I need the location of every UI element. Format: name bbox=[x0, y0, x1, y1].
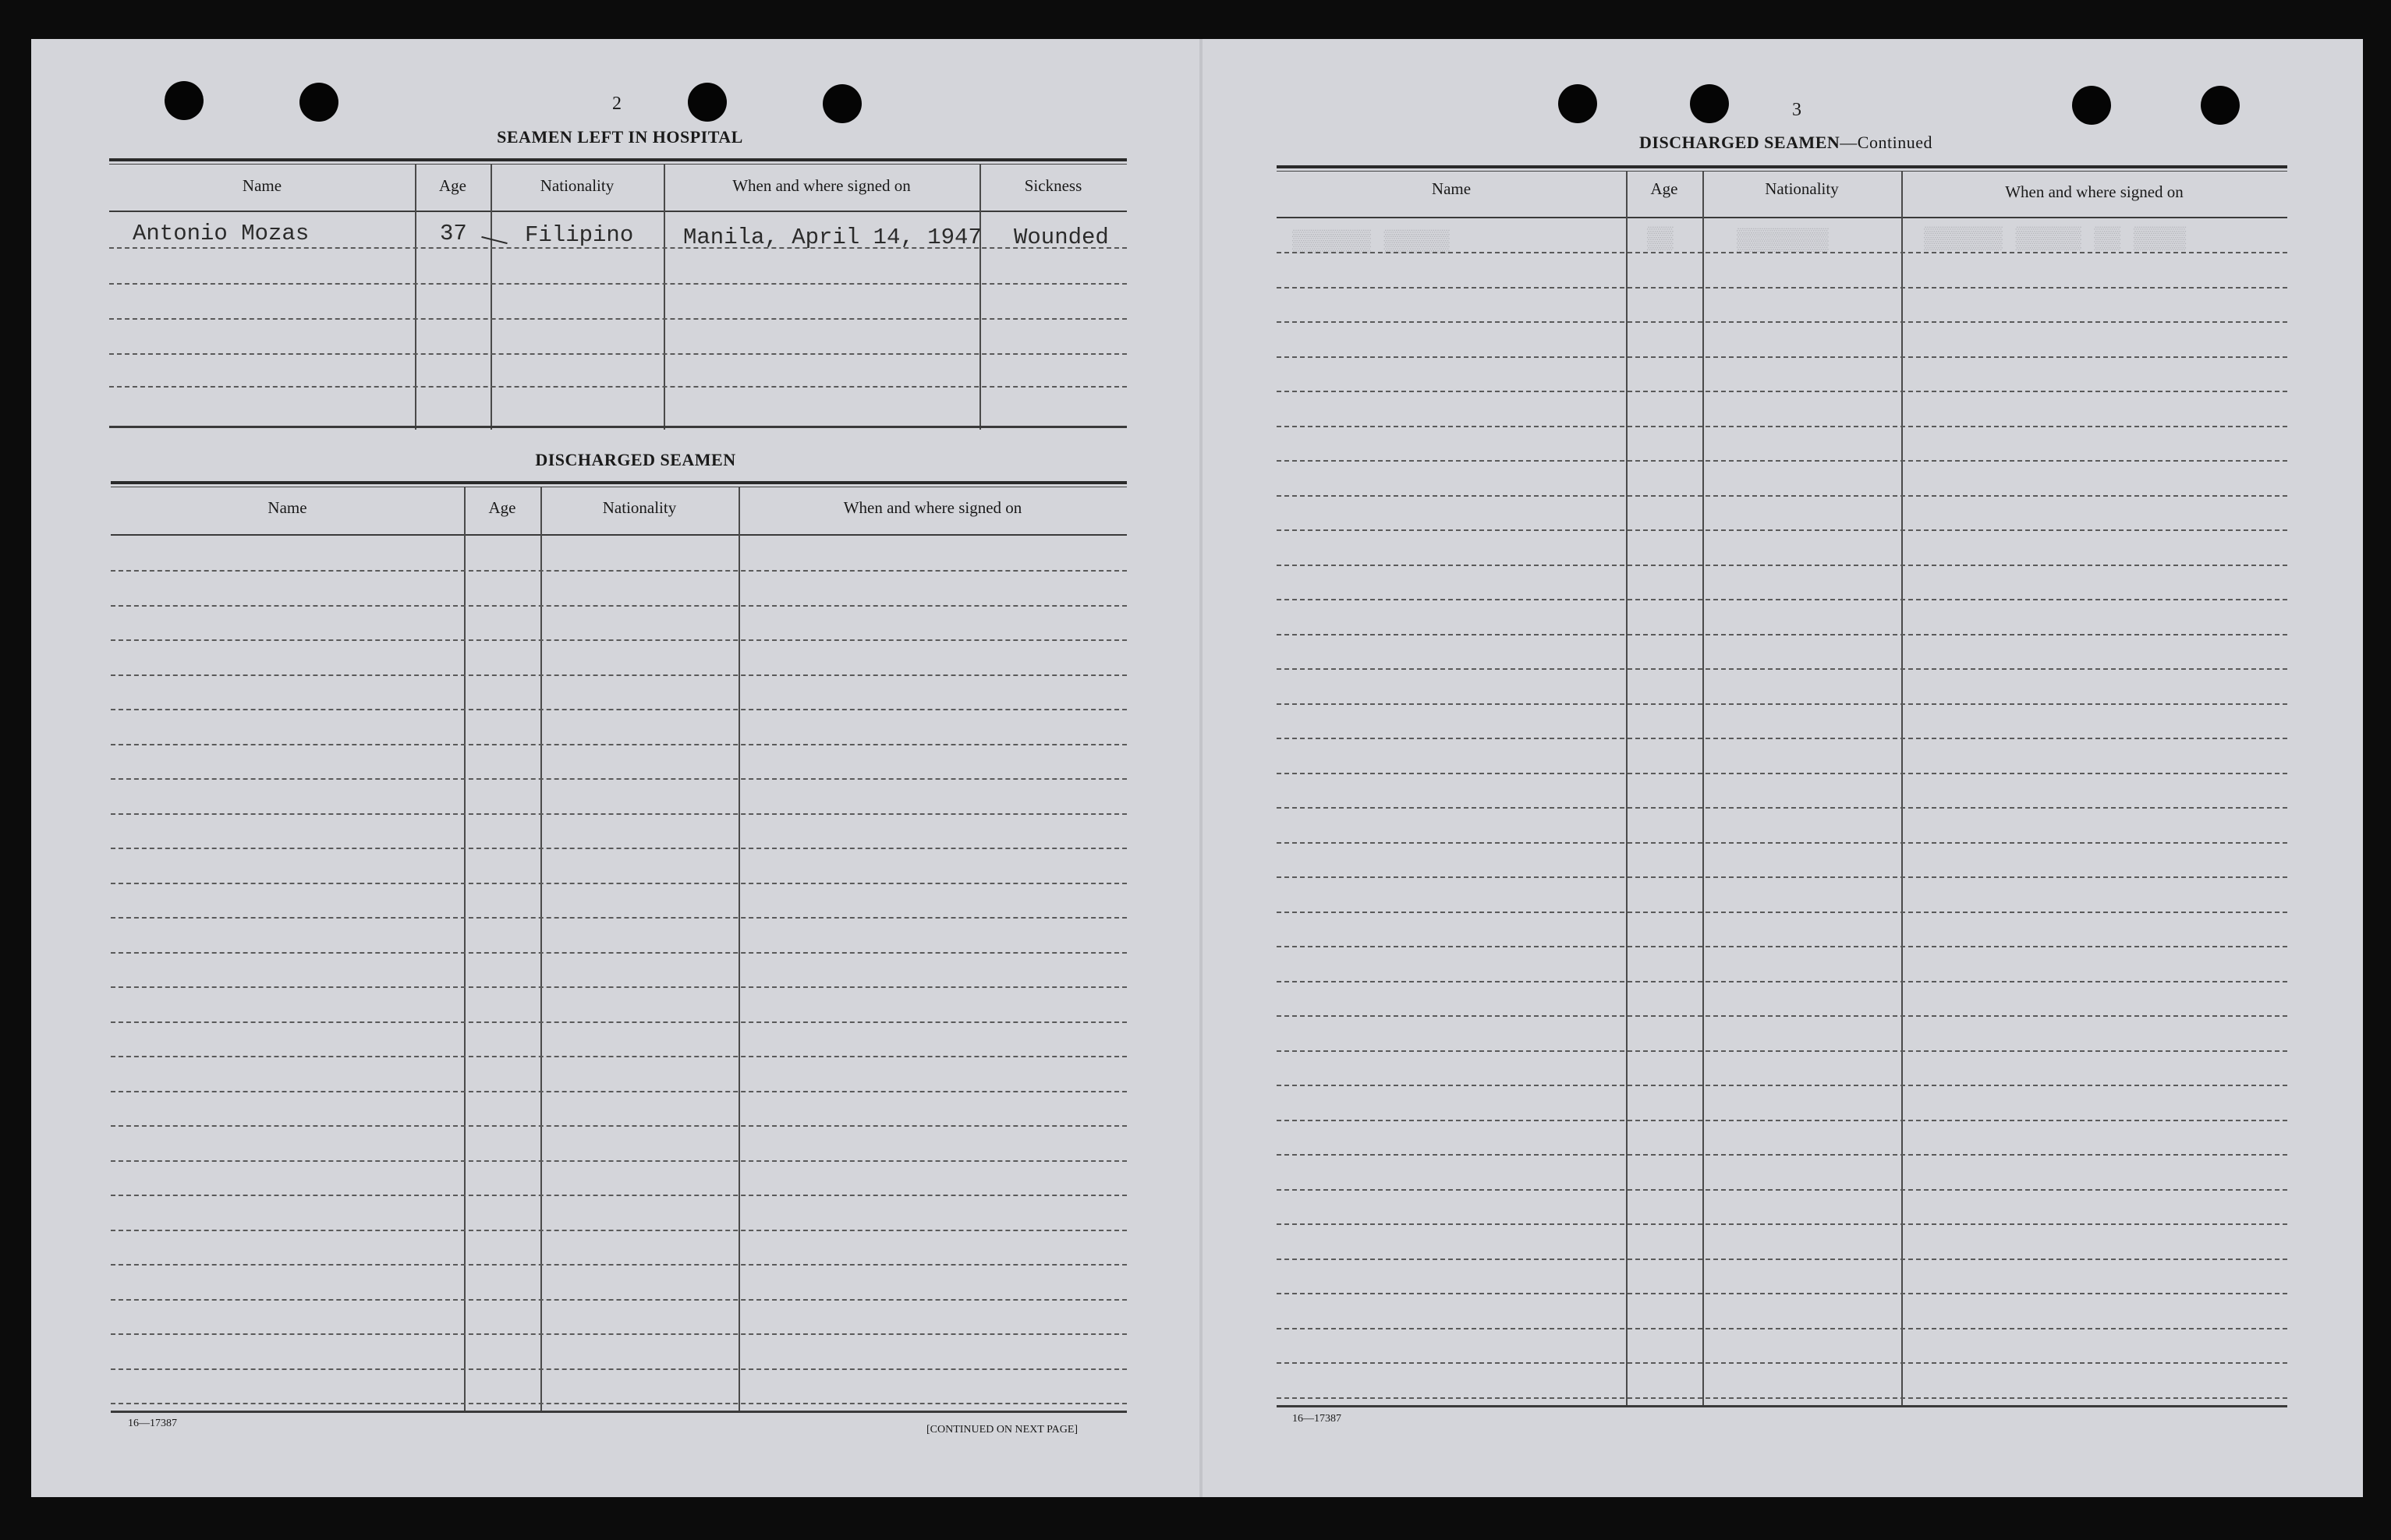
row-line bbox=[111, 605, 1127, 607]
row-line bbox=[111, 709, 1127, 710]
bleed-through-text: ▒▒▒▒▒▒ ▒▒▒▒▒ ▒▒ ▒▒▒▒ bbox=[1924, 228, 2187, 252]
row-line bbox=[1277, 1050, 2287, 1052]
column-divider bbox=[540, 487, 542, 1411]
continued-note: [CONTINUED ON NEXT PAGE] bbox=[926, 1424, 1079, 1436]
row-line bbox=[1277, 1362, 2287, 1364]
row-line bbox=[1277, 252, 2287, 253]
column-header-age: Age bbox=[439, 176, 466, 195]
row-line bbox=[111, 1056, 1127, 1057]
bleed-through-text: ▒▒▒▒▒▒▒ bbox=[1737, 229, 1829, 253]
page-number-left: 2 bbox=[612, 94, 622, 114]
row-line bbox=[111, 1195, 1127, 1196]
discharged-table-right bbox=[1277, 165, 2287, 1407]
table-bottom-rule bbox=[1277, 1405, 2287, 1407]
table-bottom-rule bbox=[109, 426, 1127, 428]
row-line bbox=[109, 386, 1127, 388]
hospital-table bbox=[109, 158, 1127, 431]
punch-hole bbox=[2072, 86, 2111, 125]
header-rule bbox=[109, 211, 1127, 212]
header-rule bbox=[1277, 217, 2287, 218]
column-header-signed-on: When and where signed on bbox=[732, 176, 911, 195]
row-line bbox=[1277, 807, 2287, 809]
row-line bbox=[1277, 426, 2287, 427]
row-line bbox=[1277, 1328, 2287, 1329]
row-line bbox=[109, 318, 1127, 320]
row-line bbox=[111, 674, 1127, 676]
column-header-nationality: Nationality bbox=[540, 176, 615, 195]
entry-age: 37 bbox=[440, 221, 467, 246]
row-line bbox=[1277, 1015, 2287, 1017]
section-title-suffix: —Continued bbox=[1840, 133, 1932, 152]
row-line bbox=[109, 353, 1127, 355]
column-divider bbox=[415, 165, 416, 430]
column-header-nationality: Nationality bbox=[1765, 179, 1839, 198]
row-line bbox=[111, 744, 1127, 745]
page-fold bbox=[1199, 39, 1203, 1497]
row-line bbox=[111, 1021, 1127, 1023]
discharged-section-title: DISCHARGED SEAMEN bbox=[535, 450, 736, 469]
column-header-age: Age bbox=[488, 498, 516, 517]
row-line bbox=[1277, 1189, 2287, 1191]
row-line bbox=[1277, 565, 2287, 566]
row-line bbox=[1277, 981, 2287, 982]
punch-hole bbox=[823, 84, 862, 123]
row-line bbox=[1277, 842, 2287, 844]
form-number-right: 16—17387 bbox=[1292, 1413, 1341, 1425]
row-line bbox=[1277, 912, 2287, 913]
column-header-sickness: Sickness bbox=[1024, 176, 1082, 195]
discharged-table-left bbox=[111, 481, 1127, 1413]
row-line bbox=[111, 570, 1127, 572]
row-line bbox=[111, 848, 1127, 849]
column-header-age: Age bbox=[1650, 179, 1678, 198]
row-line bbox=[111, 778, 1127, 780]
row-line bbox=[1277, 599, 2287, 600]
column-divider bbox=[739, 487, 740, 1411]
row-line bbox=[1277, 495, 2287, 497]
table-bottom-rule bbox=[111, 1411, 1127, 1413]
punch-hole bbox=[2201, 86, 2240, 125]
punch-hole bbox=[165, 81, 204, 120]
section-title-text: DISCHARGED SEAMEN bbox=[1639, 133, 1840, 152]
row-line bbox=[1277, 460, 2287, 462]
typed-mark bbox=[481, 236, 507, 244]
column-divider bbox=[491, 165, 492, 430]
header-rule bbox=[111, 534, 1127, 536]
row-line bbox=[111, 1125, 1127, 1127]
entry-signed-on: Manila, April 14, 1947 bbox=[683, 225, 982, 250]
row-line bbox=[111, 1333, 1127, 1335]
row-line bbox=[1277, 634, 2287, 635]
row-line bbox=[111, 952, 1127, 954]
table-top-rule bbox=[1277, 165, 2287, 168]
row-line bbox=[1277, 1397, 2287, 1399]
row-line bbox=[1277, 356, 2287, 358]
row-line bbox=[1277, 668, 2287, 670]
row-line bbox=[111, 1230, 1127, 1231]
row-line bbox=[111, 1403, 1127, 1404]
column-header-signed-on: When and where signed on bbox=[843, 498, 1022, 517]
row-line bbox=[111, 1264, 1127, 1266]
row-line bbox=[111, 1368, 1127, 1370]
bleed-through-text: ▒▒ bbox=[1647, 228, 1674, 252]
punch-hole bbox=[1690, 84, 1729, 123]
row-line bbox=[111, 986, 1127, 988]
column-divider bbox=[979, 165, 981, 430]
punch-hole bbox=[299, 83, 338, 122]
column-header-nationality: Nationality bbox=[602, 498, 677, 517]
row-line bbox=[1277, 287, 2287, 289]
row-line bbox=[111, 813, 1127, 815]
row-line bbox=[1277, 1293, 2287, 1294]
row-line bbox=[1277, 1120, 2287, 1121]
row-line bbox=[1277, 321, 2287, 323]
hospital-section-title: SEAMEN LEFT IN HOSPITAL bbox=[497, 127, 743, 147]
row-line bbox=[1277, 876, 2287, 878]
discharged-continued-title bbox=[1591, 133, 1981, 153]
row-line bbox=[1277, 773, 2287, 774]
row-line bbox=[111, 883, 1127, 884]
row-line bbox=[1277, 1154, 2287, 1156]
entry-sickness: Wounded bbox=[1014, 225, 1109, 250]
row-line bbox=[111, 917, 1127, 919]
form-number-left: 16—17387 bbox=[128, 1418, 177, 1429]
table-top-rule bbox=[109, 158, 1127, 161]
column-header-name: Name bbox=[1431, 179, 1472, 198]
row-line bbox=[1277, 738, 2287, 739]
row-line bbox=[1277, 703, 2287, 705]
row-line bbox=[111, 1091, 1127, 1092]
row-line bbox=[109, 283, 1127, 285]
page-number-right: 3 bbox=[1792, 100, 1801, 120]
column-header-name: Name bbox=[242, 176, 282, 195]
punch-hole bbox=[1558, 84, 1597, 123]
row-line bbox=[1277, 1259, 2287, 1260]
row-line bbox=[1277, 391, 2287, 392]
bleed-through-text: ▒▒▒▒▒▒ ▒▒▒▒▒ bbox=[1292, 231, 1450, 255]
entry-name: Antonio Mozas bbox=[133, 221, 310, 246]
row-line bbox=[1277, 1085, 2287, 1086]
punch-hole bbox=[688, 83, 727, 122]
row-line bbox=[111, 1299, 1127, 1301]
column-divider bbox=[664, 165, 665, 430]
column-header-signed-on: When and where signed on bbox=[2005, 182, 2184, 201]
row-line bbox=[111, 639, 1127, 641]
row-line bbox=[1277, 529, 2287, 531]
column-divider bbox=[464, 487, 466, 1411]
row-line bbox=[1277, 1223, 2287, 1225]
table-top-rule bbox=[111, 481, 1127, 484]
row-line bbox=[1277, 946, 2287, 947]
entry-nationality: Filipino bbox=[525, 222, 634, 248]
row-line bbox=[111, 1160, 1127, 1162]
column-header-name: Name bbox=[267, 498, 307, 517]
